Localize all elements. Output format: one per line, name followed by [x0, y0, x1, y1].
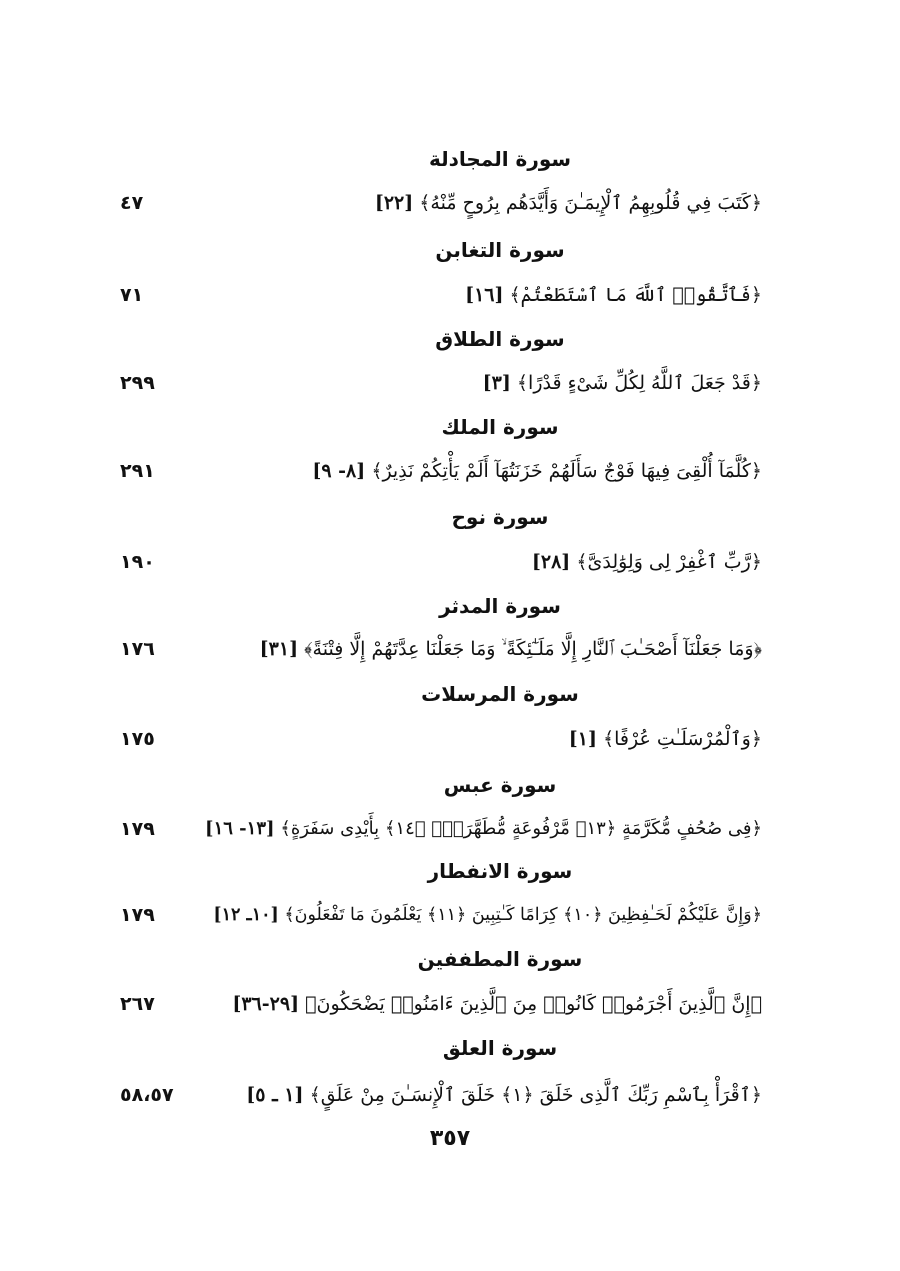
page-reference: ١٧٩: [120, 904, 155, 926]
verse-text: ﴿فَٱتَّقُوا۟ ٱللَّهَ مَا ٱسْتَطَعْتُمْ﴾: [509, 284, 762, 306]
surah-title: سورة الانفطار: [427, 859, 573, 883]
verse-text: ﴿قَدْ جَعَلَ ٱللَّهُ لِكُلِّ شَىْءٍ قَدْرًا﴾: [516, 372, 762, 394]
verse-line: [232, 989, 762, 1019]
verse-line: [260, 634, 762, 664]
verse-line: [312, 456, 762, 486]
verse-reference: [٢٨]: [531, 551, 571, 573]
verse-line: [246, 1080, 762, 1110]
surah-title: سورة المجادلة: [428, 147, 572, 171]
surah-title: سورة نوح: [451, 505, 549, 529]
verse-text: ﴿فِى صُحُفٍ مُّكَرَّمَةٍ ﴿١٣﴾ مَّرْفُوعَةٍ مُّطَهَّرَةٍۭ ﴿١٤﴾ بِأَيْدِى سَفَرَةٍ﴾: [280, 818, 762, 839]
verse-line: [532, 547, 762, 577]
verse-text: ﴿كَتَبَ فِي قُلُوبِهِمُ ٱلْإِيمَـٰنَ وَأَيَّدَهُم بِرُوحٍ مِّنْهُ﴾: [419, 192, 762, 214]
verse-text: ﴿ٱقْرَأْ بِٱسْمِ رَبِّكَ ٱلَّذِى خَلَقَ ﴿١﴾ خَلَقَ ٱلْإِنسَـٰنَ مِنْ عَلَقٍ﴾: [309, 1084, 762, 1106]
verse-text: ﴿كُلَّمَآ أُلْقِىَ فِيهَا فَوْجٌ سَأَلَهُمْ خَزَنَتُهَآ أَلَمْ يَأْتِكُمْ نَذِيرٌ﴾: [371, 460, 762, 482]
surah-title: سورة المطففين: [417, 947, 583, 971]
verse-reference: [٨- ٩]: [312, 460, 366, 482]
surah-title: سورة التغابن: [435, 238, 565, 262]
verse-reference: [١ ـ ٥]: [246, 1084, 304, 1106]
verse-line: [205, 814, 762, 844]
page-reference: ٥٨،٥٧: [120, 1084, 174, 1106]
page-number: ٣٥٧: [429, 1126, 471, 1151]
verse-line: [375, 188, 762, 218]
page-reference: ١٧٩: [120, 818, 155, 840]
verse-text: ﴿إِنَّ ٱلَّذِينَ أَجْرَمُوا۟ كَانُوا۟ مِنَ ٱلَّذِينَ ءَامَنُوا۟ يَضْحَكُونَ﴾: [305, 993, 762, 1015]
page-reference: ١٩٠: [120, 551, 155, 573]
verse-line: [483, 368, 762, 398]
verse-text: ﴿وَإِنَّ عَلَيْكُمْ لَحَـٰفِظِينَ ﴿١٠﴾ كِرَامًا كَـٰتِبِينَ ﴿١١﴾ يَعْلَمُونَ مَا تَفْعَلُونَ﴾: [284, 905, 762, 925]
surah-title: سورة الطلاق: [435, 327, 565, 351]
page-reference: ٢٦٧: [120, 993, 155, 1015]
surah-title: سورة المرسلات: [421, 682, 579, 706]
verse-text: ﴿وَمَا جَعَلْنَآ أَصْحَـٰبَ ٱلنَّارِ إِلَّا مَلَـٰٓئِكَةً ۙ وَمَا جَعَلْنَا عِدَّتَهُمْ إِلَّا فِتْنَةً﴾: [304, 638, 762, 660]
page-reference: ٧١: [120, 284, 144, 306]
verse-text: ﴿رَّبِّ ٱغْفِرْ لِى وَلِوَٰلِدَىَّ﴾: [576, 551, 762, 573]
page-reference: ٢٩٩: [120, 372, 155, 394]
verse-line: [569, 724, 762, 754]
verse-reference: [١٦]: [465, 284, 504, 306]
surah-title: سورة العلق: [442, 1036, 558, 1060]
verse-reference: [١]: [568, 728, 597, 750]
surah-title: سورة الملك: [441, 415, 559, 439]
surah-title: سورة المدثر: [439, 594, 561, 618]
page-reference: ١٧٥: [120, 728, 155, 750]
verse-line: [213, 900, 762, 930]
verse-text: ﴿وَٱلْمُرْسَلَـٰتِ عُرْفًا﴾: [603, 728, 762, 750]
verse-line: [465, 280, 762, 310]
verse-reference: [٣]: [482, 372, 511, 394]
verse-reference: [١٠ـ ١٢]: [213, 905, 279, 925]
page-reference: ٢٩١: [120, 460, 155, 482]
page-reference: ١٧٦: [120, 638, 155, 660]
verse-reference: [٣١]: [259, 638, 299, 660]
verse-reference: [٢٢]: [374, 192, 414, 214]
verse-reference: [٢٩-٣٦]: [232, 993, 300, 1015]
surah-title: سورة عبس: [443, 773, 557, 797]
page-reference: ٤٧: [120, 192, 144, 214]
verse-reference: [١٣- ١٦]: [205, 818, 275, 839]
